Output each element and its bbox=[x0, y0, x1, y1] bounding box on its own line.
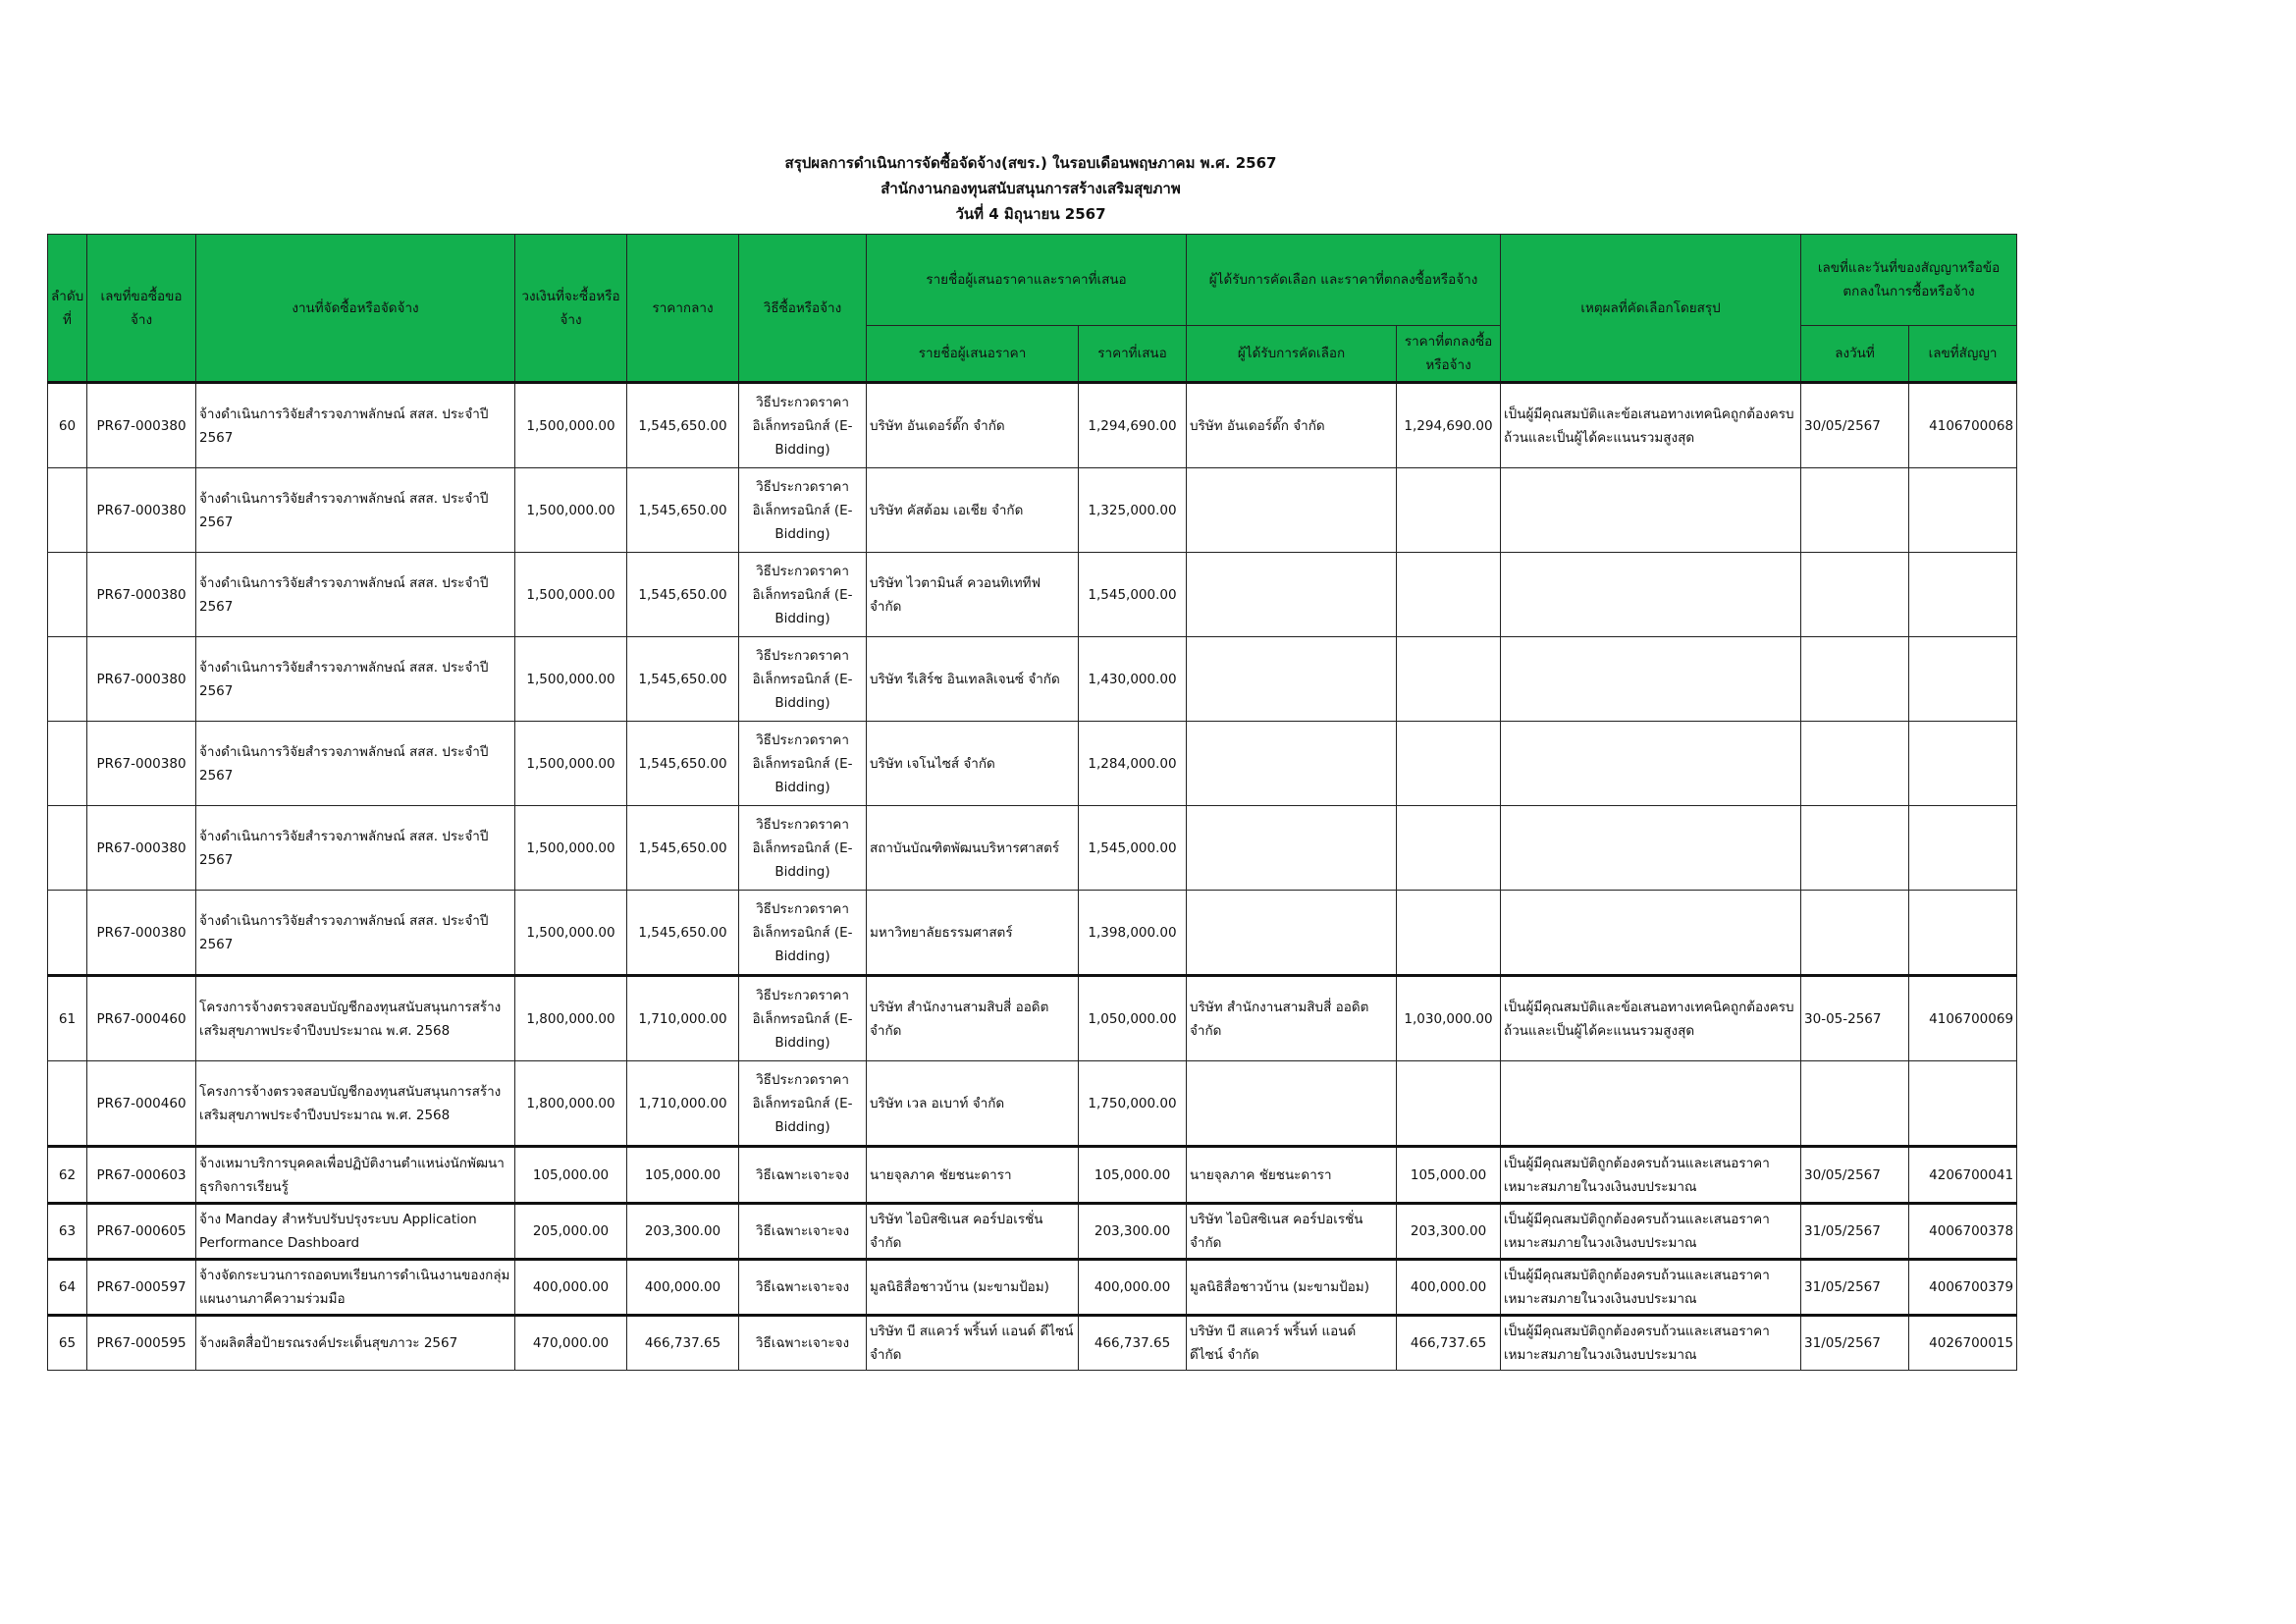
cell-bid-price: 1,545,000.00 bbox=[1079, 806, 1187, 891]
table-body bbox=[48, 383, 2017, 1371]
cell-row-number: 63 bbox=[48, 1204, 87, 1260]
cell-reason bbox=[1501, 806, 1801, 891]
cell-bidder-name: สถาบันบัณฑิตพัฒนบริหารศาสตร์ bbox=[867, 806, 1079, 891]
table-row bbox=[48, 1061, 2017, 1147]
cell-median-price: 466,737.65 bbox=[627, 1316, 739, 1371]
cell-bid-price: 400,000.00 bbox=[1079, 1260, 1187, 1316]
cell-winner-name bbox=[1187, 1061, 1397, 1147]
cell-agreed-price: 1,030,000.00 bbox=[1397, 976, 1501, 1061]
cell-bidder-name: มหาวิทยาลัยธรรมศาสตร์ bbox=[867, 891, 1079, 976]
cell-bid-price: 1,294,690.00 bbox=[1079, 383, 1187, 468]
cell-median-price: 203,300.00 bbox=[627, 1204, 739, 1260]
cell-contract-date: 31/05/2567 bbox=[1801, 1204, 1909, 1260]
cell-bidder-name: นายจุลภาค ชัยชนะดารา bbox=[867, 1147, 1079, 1204]
table-row bbox=[48, 1204, 2017, 1260]
cell-pr-number: PR67-000460 bbox=[87, 976, 196, 1061]
cell-method: วิธีประกวดราคาอิเล็กทรอนิกส์ (E-Bidding) bbox=[739, 1061, 867, 1147]
cell-winner-name bbox=[1187, 468, 1397, 553]
cell-median-price: 1,545,650.00 bbox=[627, 637, 739, 722]
cell-method: วิธีเฉพาะเจาะจง bbox=[739, 1147, 867, 1204]
cell-work-description: จ้างเหมาบริการบุคคลเพื่อปฏิบัติงานตำแหน่งนักพัฒนาธุรกิจการเรียนรู้ bbox=[196, 1147, 515, 1204]
cell-pr-number: PR67-000595 bbox=[87, 1316, 196, 1371]
cell-bid-price: 1,430,000.00 bbox=[1079, 637, 1187, 722]
cell-pr-number: PR67-000380 bbox=[87, 722, 196, 806]
cell-reason bbox=[1501, 891, 1801, 976]
title-line-1: สรุปผลการดำเนินการจัดซื้อจัดจ้าง(สขร.) ในรอบเดือนพฤษภาคม พ.ศ. 2567 bbox=[784, 154, 1277, 172]
cell-median-price: 1,545,650.00 bbox=[627, 383, 739, 468]
header-method: วิธีซื้อหรือจ้าง bbox=[739, 235, 867, 383]
cell-budget: 1,500,000.00 bbox=[515, 468, 627, 553]
header-contract-no: เลขที่สัญญา bbox=[1909, 326, 2017, 383]
cell-contract-number bbox=[1909, 722, 2017, 806]
cell-budget: 470,000.00 bbox=[515, 1316, 627, 1371]
cell-contract-date bbox=[1801, 806, 1909, 891]
cell-budget: 1,500,000.00 bbox=[515, 637, 627, 722]
cell-agreed-price: 466,737.65 bbox=[1397, 1316, 1501, 1371]
table-row bbox=[48, 891, 2017, 976]
cell-winner-name bbox=[1187, 722, 1397, 806]
cell-contract-number bbox=[1909, 553, 2017, 637]
cell-reason: เป็นผู้มีคุณสมบัติถูกต้องครบถ้วนและเสนอราคาเหมาะสมภายในวงเงินงบประมาณ bbox=[1501, 1147, 1801, 1204]
cell-reason bbox=[1501, 1061, 1801, 1147]
cell-contract-number: 4206700041 bbox=[1909, 1147, 2017, 1204]
cell-contract-date bbox=[1801, 468, 1909, 553]
cell-contract-date bbox=[1801, 637, 1909, 722]
cell-budget: 400,000.00 bbox=[515, 1260, 627, 1316]
cell-budget: 1,800,000.00 bbox=[515, 1061, 627, 1147]
cell-agreed-price bbox=[1397, 553, 1501, 637]
cell-work-description: จ้างดำเนินการวิจัยสำรวจภาพลักษณ์ สสส. ประจำปี 2567 bbox=[196, 383, 515, 468]
cell-budget: 1,500,000.00 bbox=[515, 383, 627, 468]
header-winner-group: ผู้ได้รับการคัดเลือก และราคาที่ตกลงซื้อหรือจ้าง bbox=[1187, 235, 1501, 326]
header-agreed-price: ราคาที่ตกลงซื้อหรือจ้าง bbox=[1397, 326, 1501, 383]
cell-bidder-name: มูลนิธิสื่อชาวบ้าน (มะขามป้อม) bbox=[867, 1260, 1079, 1316]
cell-bid-price: 1,545,000.00 bbox=[1079, 553, 1187, 637]
cell-reason bbox=[1501, 553, 1801, 637]
cell-contract-number: 4106700068 bbox=[1909, 383, 2017, 468]
cell-bid-price: 105,000.00 bbox=[1079, 1147, 1187, 1204]
cell-reason bbox=[1501, 637, 1801, 722]
cell-row-number: 65 bbox=[48, 1316, 87, 1371]
header-reason: เหตุผลที่คัดเลือกโดยสรุป bbox=[1501, 235, 1801, 383]
cell-bidder-name: บริษัท เจโนไซส์ จำกัด bbox=[867, 722, 1079, 806]
cell-work-description: โครงการจ้างตรวจสอบบัญชีกองทุนสนับสนุนการสร้างเสริมสุขภาพประจำปีงบประมาณ พ.ศ. 2568 bbox=[196, 1061, 515, 1147]
cell-median-price: 1,545,650.00 bbox=[627, 722, 739, 806]
cell-winner-name bbox=[1187, 637, 1397, 722]
cell-reason: เป็นผู้มีคุณสมบัติและข้อเสนอทางเทคนิคถูกต้องครบถ้วนและเป็นผู้ได้คะแนนรวมสูงสุด bbox=[1501, 976, 1801, 1061]
header-winner-name: ผู้ได้รับการคัดเลือก bbox=[1187, 326, 1397, 383]
cell-contract-number bbox=[1909, 1061, 2017, 1147]
cell-contract-date: 31/05/2567 bbox=[1801, 1316, 1909, 1371]
title-line-3: วันที่ 4 มิถุนายน 2567 bbox=[955, 205, 1106, 223]
title-line-2: สำนักงานกองทุนสนับสนุนการสร้างเสริมสุขภาพ bbox=[881, 180, 1181, 197]
table-row bbox=[48, 806, 2017, 891]
cell-pr-number: PR67-000380 bbox=[87, 468, 196, 553]
cell-bidder-name: บริษัท รีเสิร์ช อินเทลลิเจนซ์ จำกัด bbox=[867, 637, 1079, 722]
cell-agreed-price: 1,294,690.00 bbox=[1397, 383, 1501, 468]
cell-agreed-price bbox=[1397, 468, 1501, 553]
cell-pr-number: PR67-000603 bbox=[87, 1147, 196, 1204]
cell-bid-price: 1,284,000.00 bbox=[1079, 722, 1187, 806]
cell-median-price: 1,710,000.00 bbox=[627, 976, 739, 1061]
header-bidder-name: รายชื่อผู้เสนอราคา bbox=[867, 326, 1079, 383]
cell-method: วิธีประกวดราคาอิเล็กทรอนิกส์ (E-Bidding) bbox=[739, 976, 867, 1061]
table-row bbox=[48, 383, 2017, 468]
cell-row-number bbox=[48, 468, 87, 553]
cell-row-number: 61 bbox=[48, 976, 87, 1061]
cell-reason: เป็นผู้มีคุณสมบัติถูกต้องครบถ้วนและเสนอราคาเหมาะสมภายในวงเงินงบประมาณ bbox=[1501, 1316, 1801, 1371]
cell-contract-number bbox=[1909, 468, 2017, 553]
cell-work-description: จ้างดำเนินการวิจัยสำรวจภาพลักษณ์ สสส. ประจำปี 2567 bbox=[196, 806, 515, 891]
header-budget: วงเงินที่จะซื้อหรือจ้าง bbox=[515, 235, 627, 383]
cell-row-number: 60 bbox=[48, 383, 87, 468]
cell-contract-number: 4006700378 bbox=[1909, 1204, 2017, 1260]
cell-method: วิธีประกวดราคาอิเล็กทรอนิกส์ (E-Bidding) bbox=[739, 722, 867, 806]
cell-bid-price: 1,050,000.00 bbox=[1079, 976, 1187, 1061]
table-row bbox=[48, 1260, 2017, 1316]
cell-budget: 205,000.00 bbox=[515, 1204, 627, 1260]
cell-work-description: จ้างดำเนินการวิจัยสำรวจภาพลักษณ์ สสส. ประจำปี 2567 bbox=[196, 722, 515, 806]
cell-method: วิธีเฉพาะเจาะจง bbox=[739, 1260, 867, 1316]
cell-work-description: จ้างดำเนินการวิจัยสำรวจภาพลักษณ์ สสส. ประจำปี 2567 bbox=[196, 553, 515, 637]
cell-method: วิธีประกวดราคาอิเล็กทรอนิกส์ (E-Bidding) bbox=[739, 383, 867, 468]
cell-agreed-price: 400,000.00 bbox=[1397, 1260, 1501, 1316]
header-bidders-group: รายชื่อผู้เสนอราคาและราคาที่เสนอ bbox=[867, 235, 1187, 326]
cell-budget: 1,500,000.00 bbox=[515, 722, 627, 806]
cell-agreed-price: 203,300.00 bbox=[1397, 1204, 1501, 1260]
cell-pr-number: PR67-000380 bbox=[87, 891, 196, 976]
cell-contract-number bbox=[1909, 806, 2017, 891]
cell-median-price: 1,710,000.00 bbox=[627, 1061, 739, 1147]
cell-reason: เป็นผู้มีคุณสมบัติและข้อเสนอทางเทคนิคถูกต้องครบถ้วนและเป็นผู้ได้คะแนนรวมสูงสุด bbox=[1501, 383, 1801, 468]
cell-reason bbox=[1501, 722, 1801, 806]
header-date: ลงวันที่ bbox=[1801, 326, 1909, 383]
cell-work-description: จ้างผลิตสื่อป้ายรณรงค์ประเด็นสุขภาวะ 2567 bbox=[196, 1316, 515, 1371]
cell-contract-number bbox=[1909, 891, 2017, 976]
cell-bidder-name: บริษัท อันเดอร์ดั๊ก จำกัด bbox=[867, 383, 1079, 468]
cell-bidder-name: บริษัท ไอบิสซิเนส คอร์ปอเรชั่น จำกัด bbox=[867, 1204, 1079, 1260]
cell-method: วิธีประกวดราคาอิเล็กทรอนิกส์ (E-Bidding) bbox=[739, 637, 867, 722]
cell-winner-name: บริษัท ไอบิสซิเนส คอร์ปอเรชั่น จำกัด bbox=[1187, 1204, 1397, 1260]
cell-agreed-price bbox=[1397, 722, 1501, 806]
cell-pr-number: PR67-000380 bbox=[87, 637, 196, 722]
cell-pr-number: PR67-000460 bbox=[87, 1061, 196, 1147]
cell-bidder-name: บริษัท ไวตามินส์ ควอนทิเททีฟ จำกัด bbox=[867, 553, 1079, 637]
table-row bbox=[48, 468, 2017, 553]
procurement-summary-table bbox=[47, 234, 2017, 1371]
cell-contract-number bbox=[1909, 637, 2017, 722]
cell-contract-date bbox=[1801, 891, 1909, 976]
cell-median-price: 105,000.00 bbox=[627, 1147, 739, 1204]
table-row bbox=[48, 1147, 2017, 1204]
cell-winner-name: บริษัท บี สแควร์ พริ้นท์ แอนด์ ดีไซน์ จำกัด bbox=[1187, 1316, 1397, 1371]
cell-winner-name bbox=[1187, 806, 1397, 891]
header-work: งานที่จัดซื้อหรือจัดจ้าง bbox=[196, 235, 515, 383]
cell-budget: 1,500,000.00 bbox=[515, 891, 627, 976]
table-row bbox=[48, 553, 2017, 637]
cell-pr-number: PR67-000605 bbox=[87, 1204, 196, 1260]
cell-contract-number: 4106700069 bbox=[1909, 976, 2017, 1061]
cell-row-number bbox=[48, 891, 87, 976]
header-contract-group: เลขที่และวันที่ของสัญญาหรือข้อตกลงในการซื้อหรือจ้าง bbox=[1801, 235, 2017, 326]
cell-budget: 1,500,000.00 bbox=[515, 553, 627, 637]
table-row bbox=[48, 1316, 2017, 1371]
cell-bid-price: 1,325,000.00 bbox=[1079, 468, 1187, 553]
cell-bidder-name: บริษัท เวล อเบาท์ จำกัด bbox=[867, 1061, 1079, 1147]
cell-bidder-name: บริษัท บี สแควร์ พริ้นท์ แอนด์ ดีไซน์ จำกัด bbox=[867, 1316, 1079, 1371]
cell-contract-number: 4006700379 bbox=[1909, 1260, 2017, 1316]
cell-bid-price: 1,398,000.00 bbox=[1079, 891, 1187, 976]
cell-method: วิธีเฉพาะเจาะจง bbox=[739, 1316, 867, 1371]
cell-bid-price: 466,737.65 bbox=[1079, 1316, 1187, 1371]
cell-bid-price: 1,750,000.00 bbox=[1079, 1061, 1187, 1147]
cell-work-description: จ้าง Manday สำหรับปรับปรุงระบบ Application Performance Dashboard bbox=[196, 1204, 515, 1260]
table-row bbox=[48, 976, 2017, 1061]
cell-method: วิธีประกวดราคาอิเล็กทรอนิกส์ (E-Bidding) bbox=[739, 468, 867, 553]
cell-contract-date bbox=[1801, 722, 1909, 806]
cell-agreed-price bbox=[1397, 637, 1501, 722]
cell-contract-number: 4026700015 bbox=[1909, 1316, 2017, 1371]
cell-median-price: 1,545,650.00 bbox=[627, 553, 739, 637]
cell-pr-number: PR67-000380 bbox=[87, 806, 196, 891]
cell-median-price: 400,000.00 bbox=[627, 1260, 739, 1316]
header-pr-number: เลขที่ขอซื้อขอจ้าง bbox=[87, 235, 196, 383]
cell-pr-number: PR67-000380 bbox=[87, 383, 196, 468]
cell-work-description: จ้างดำเนินการวิจัยสำรวจภาพลักษณ์ สสส. ประจำปี 2567 bbox=[196, 891, 515, 976]
cell-reason: เป็นผู้มีคุณสมบัติถูกต้องครบถ้วนและเสนอราคาเหมาะสมภายในวงเงินงบประมาณ bbox=[1501, 1204, 1801, 1260]
cell-contract-date bbox=[1801, 553, 1909, 637]
cell-reason: เป็นผู้มีคุณสมบัติถูกต้องครบถ้วนและเสนอราคาเหมาะสมภายในวงเงินงบประมาณ bbox=[1501, 1260, 1801, 1316]
cell-contract-date: 30/05/2567 bbox=[1801, 1147, 1909, 1204]
cell-agreed-price bbox=[1397, 806, 1501, 891]
table-row bbox=[48, 637, 2017, 722]
cell-contract-date bbox=[1801, 1061, 1909, 1147]
cell-pr-number: PR67-000380 bbox=[87, 553, 196, 637]
cell-agreed-price bbox=[1397, 891, 1501, 976]
cell-method: วิธีเฉพาะเจาะจง bbox=[739, 1204, 867, 1260]
cell-method: วิธีประกวดราคาอิเล็กทรอนิกส์ (E-Bidding) bbox=[739, 806, 867, 891]
cell-contract-date: 30-05-2567 bbox=[1801, 976, 1909, 1061]
cell-winner-name bbox=[1187, 553, 1397, 637]
cell-agreed-price bbox=[1397, 1061, 1501, 1147]
cell-winner-name bbox=[1187, 891, 1397, 976]
cell-median-price: 1,545,650.00 bbox=[627, 468, 739, 553]
document-titles bbox=[0, 150, 2061, 227]
cell-median-price: 1,545,650.00 bbox=[627, 891, 739, 976]
cell-work-description: จ้างจัดกระบวนการถอดบทเรียนการดำเนินงานของกลุ่มแผนงานภาคีความร่วมมือ bbox=[196, 1260, 515, 1316]
cell-contract-date: 30/05/2567 bbox=[1801, 383, 1909, 468]
cell-method: วิธีประกวดราคาอิเล็กทรอนิกส์ (E-Bidding) bbox=[739, 891, 867, 976]
cell-pr-number: PR67-000597 bbox=[87, 1260, 196, 1316]
cell-work-description: จ้างดำเนินการวิจัยสำรวจภาพลักษณ์ สสส. ประจำปี 2567 bbox=[196, 637, 515, 722]
header-no: ลำดับที่ bbox=[48, 235, 87, 383]
header-median-price: ราคากลาง bbox=[627, 235, 739, 383]
cell-bid-price: 203,300.00 bbox=[1079, 1204, 1187, 1260]
cell-winner-name: นายจุลภาค ชัยชนะดารา bbox=[1187, 1147, 1397, 1204]
cell-bidder-name: บริษัท คัสต้อม เอเชีย จำกัด bbox=[867, 468, 1079, 553]
cell-winner-name: บริษัท อันเดอร์ดั๊ก จำกัด bbox=[1187, 383, 1397, 468]
cell-work-description: โครงการจ้างตรวจสอบบัญชีกองทุนสนับสนุนการสร้างเสริมสุขภาพประจำปีงบประมาณ พ.ศ. 2568 bbox=[196, 976, 515, 1061]
cell-row-number: 62 bbox=[48, 1147, 87, 1204]
cell-budget: 1,500,000.00 bbox=[515, 806, 627, 891]
cell-row-number bbox=[48, 1061, 87, 1147]
cell-agreed-price: 105,000.00 bbox=[1397, 1147, 1501, 1204]
cell-bidder-name: บริษัท สำนักงานสามสิบสี่ ออดิต จำกัด bbox=[867, 976, 1079, 1061]
cell-row-number bbox=[48, 722, 87, 806]
cell-budget: 105,000.00 bbox=[515, 1147, 627, 1204]
cell-row-number: 64 bbox=[48, 1260, 87, 1316]
cell-budget: 1,800,000.00 bbox=[515, 976, 627, 1061]
cell-work-description: จ้างดำเนินการวิจัยสำรวจภาพลักษณ์ สสส. ประจำปี 2567 bbox=[196, 468, 515, 553]
cell-winner-name: บริษัท สำนักงานสามสิบสี่ ออดิต จำกัด bbox=[1187, 976, 1397, 1061]
cell-row-number bbox=[48, 637, 87, 722]
header-bid-price: ราคาที่เสนอ bbox=[1079, 326, 1187, 383]
cell-median-price: 1,545,650.00 bbox=[627, 806, 739, 891]
cell-method: วิธีประกวดราคาอิเล็กทรอนิกส์ (E-Bidding) bbox=[739, 553, 867, 637]
cell-reason bbox=[1501, 468, 1801, 553]
cell-winner-name: มูลนิธิสื่อชาวบ้าน (มะขามป้อม) bbox=[1187, 1260, 1397, 1316]
cell-row-number bbox=[48, 806, 87, 891]
cell-contract-date: 31/05/2567 bbox=[1801, 1260, 1909, 1316]
cell-row-number bbox=[48, 553, 87, 637]
table-row bbox=[48, 722, 2017, 806]
